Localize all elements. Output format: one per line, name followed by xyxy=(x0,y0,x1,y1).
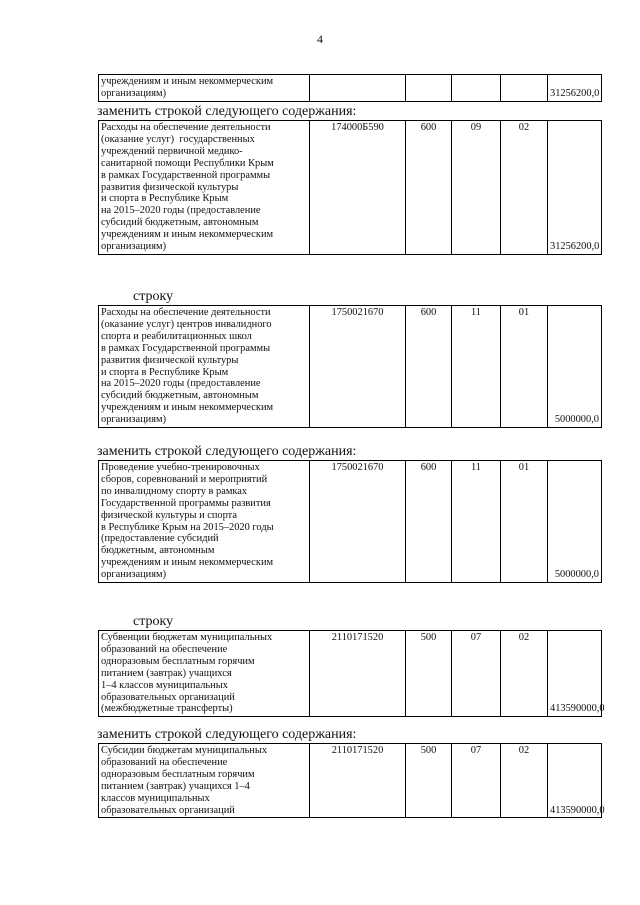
section-code: 11 xyxy=(452,306,501,428)
budget-row-table xyxy=(98,120,602,255)
table-row xyxy=(99,461,602,583)
row-description: Проведение учебно-тренировочных сборов, соревнований и мероприятий по инвалидному спорту в рамках Государственной программы развития физической культуры и спорта в Республике Крым на 2015–2020 годы (предоставление субсидий бюджетным, автономным учреждениям и иным некоммерческим организациям) xyxy=(99,461,310,583)
table-row xyxy=(99,75,602,102)
subsection-code: 01 xyxy=(501,306,548,428)
budget-row-table xyxy=(98,460,602,583)
row-description: Расходы на обеспечение деятельности (оказание услуг) государственных учреждений первичной медико- санитарной помощи Республики Крым в рамках Государственной программы развития физической культуры и спорта в Республике Крым на 2015–2020 годы (предоставление субсидий бюджетным, автономным учреждениям и иным некоммерческим организациям) xyxy=(99,121,310,255)
section-code xyxy=(452,75,501,102)
instruction-caption: строку xyxy=(133,289,174,304)
table-row xyxy=(99,121,602,255)
instruction-caption: заменить строкой следующего содержания: xyxy=(97,444,357,459)
section-code: 07 xyxy=(452,744,501,818)
target-article-code: 2110171520 xyxy=(310,631,406,717)
expense-type-code: 500 xyxy=(406,631,452,717)
instruction-caption: заменить строкой следующего содержания: xyxy=(97,727,357,742)
target-article-code: 174000Б590 xyxy=(310,121,406,255)
expense-type-code: 600 xyxy=(406,461,452,583)
page-number: 4 xyxy=(317,32,323,46)
expense-type-code: 600 xyxy=(406,306,452,428)
amount: 5000000,0 xyxy=(548,461,602,583)
instruction-caption: заменить строкой следующего содержания: xyxy=(97,104,357,119)
budget-row-table xyxy=(98,743,605,818)
expense-type-code: 500 xyxy=(406,744,452,818)
amount: 31256200,0 xyxy=(548,75,602,102)
row-description: Расходы на обеспечение деятельности (оказание услуг) центров инвалидного спорта и реабилитационных школ в рамках Государственной программы развития физической культуры и спорта в Республике Крым на 2015–2020 годы (предоставление субсидий бюджетным, автономным учреждениям и иным некоммерческим организациям) xyxy=(99,306,310,428)
section-code: 09 xyxy=(452,121,501,255)
target-article-code: 1750021670 xyxy=(310,306,406,428)
section-code: 11 xyxy=(452,461,501,583)
subsection-code: 02 xyxy=(501,121,548,255)
section-code: 07 xyxy=(452,631,501,717)
expense-type-code xyxy=(406,75,452,102)
table-row xyxy=(99,631,602,717)
budget-row-table xyxy=(98,630,605,717)
subsection-code: 02 xyxy=(501,631,548,717)
row-description: учреждениям и иным некоммерческим организациям) xyxy=(99,75,310,102)
target-article-code xyxy=(310,75,406,102)
subsection-code xyxy=(501,75,548,102)
target-article-code: 2110171520 xyxy=(310,744,406,818)
target-article-code: 1750021670 xyxy=(310,461,406,583)
expense-type-code: 600 xyxy=(406,121,452,255)
subsection-code: 02 xyxy=(501,744,548,818)
row-description: Субсидии бюджетам муниципальных образований на обеспечение одноразовым бесплатным горячим питанием (завтрак) учащихся 1–4 классов муниципальных образовательных организаций xyxy=(99,744,310,818)
budget-row-table xyxy=(98,74,602,102)
table-row xyxy=(99,744,602,818)
instruction-caption: строку xyxy=(133,614,174,629)
row-description: Субвенции бюджетам муниципальных образований на обеспечение одноразовым бесплатным горячим питанием (завтрак) учащихся 1–4 классов муниципальных образовательных организаций (межбюджетные трансферты) xyxy=(99,631,310,717)
subsection-code: 01 xyxy=(501,461,548,583)
amount: 31256200,0 xyxy=(548,121,602,255)
table-row xyxy=(99,306,602,428)
amount: 5000000,0 xyxy=(548,306,602,428)
amount: 413590000,0 xyxy=(548,631,602,717)
amount: 413590000,0 xyxy=(548,744,602,818)
budget-row-table xyxy=(98,305,602,428)
